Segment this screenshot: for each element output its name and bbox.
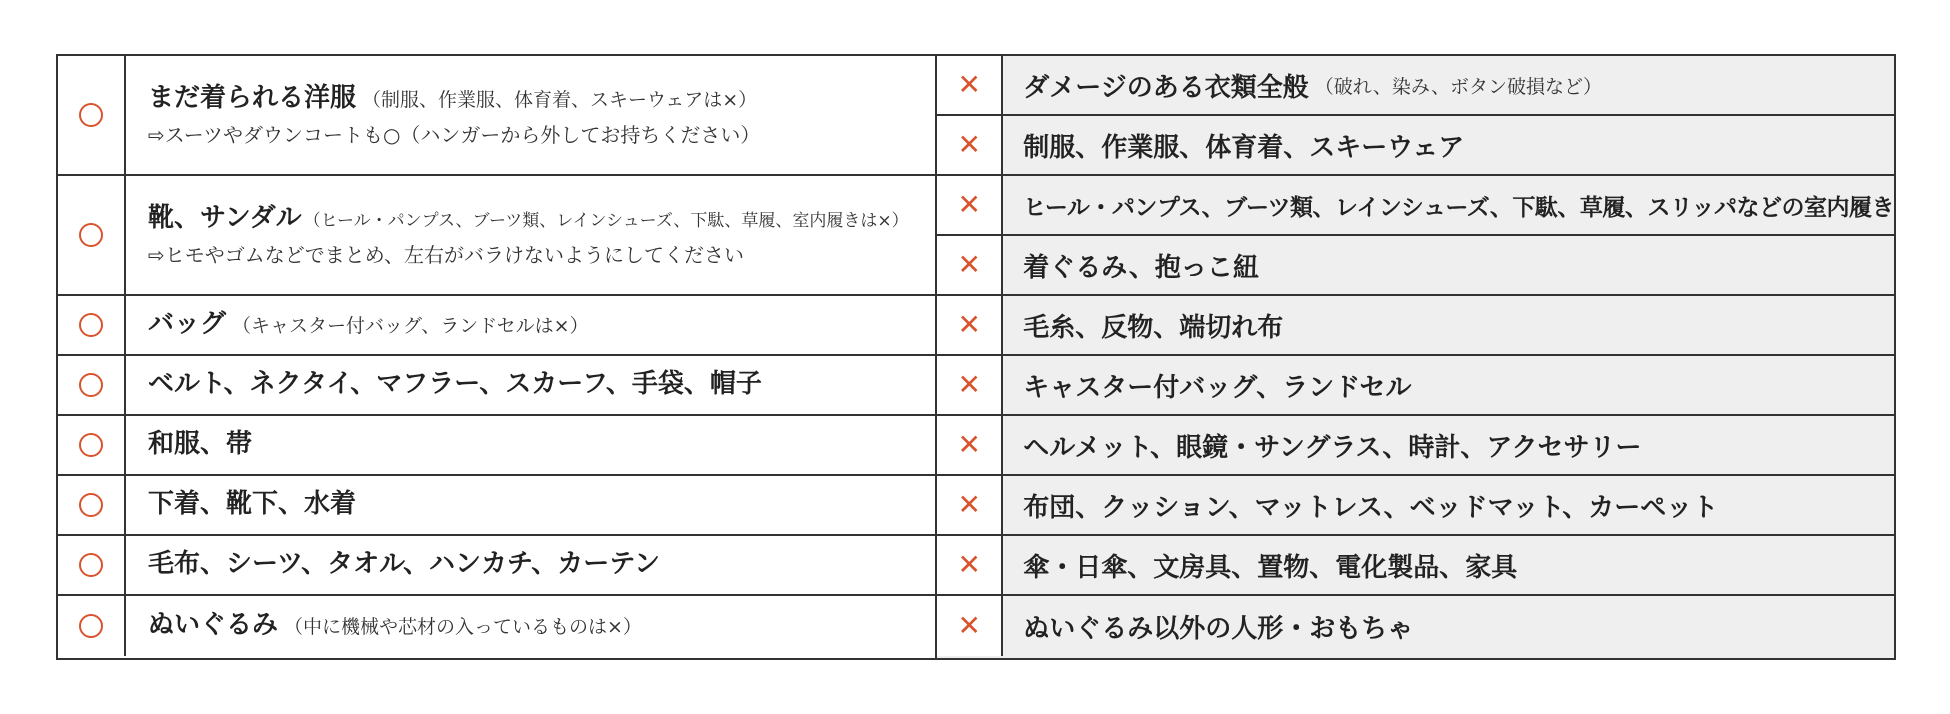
accepted-item-line [148,308,935,342]
accepted-item-main: ベルト、ネクタイ、マフラー、スカーフ、手袋、帽子 [148,369,762,400]
rejected-row [937,536,1894,596]
accepted-item [126,416,935,474]
rejected-row [937,296,1894,356]
rejected-item [1003,116,1894,174]
rejected-item-main: 制服、作業服、体育着、スキーウェア [1023,132,1465,163]
cross-icon: ✕ [957,68,982,101]
rejected-row [937,236,1894,296]
accepted-item-note: （制服、作業服、体育着、スキーウェアは×） [362,89,758,112]
ok-mark-cell [58,596,126,656]
rejected-item-note: （破れ、染み、ボタン破損など） [1314,75,1603,98]
cross-icon: ✕ [957,128,982,161]
circle-icon [79,614,103,638]
accepted-item-line [148,202,935,236]
accepted-item-line [148,609,935,643]
cross-icon: ✕ [957,548,982,581]
rejected-row [937,116,1894,176]
accepted-item-sub: ⇨スーツやダウンコートも○（ハンガーから外してお持ちください） [148,122,761,147]
rejected-row [937,416,1894,476]
cross-icon: ✕ [957,188,982,221]
rejected-item-main: 着ぐるみ、抱っこ紐 [1023,252,1259,283]
rejected-item [1003,596,1894,656]
accepted-row [58,176,935,296]
rejected-item [1003,296,1894,354]
rejected-row [937,596,1894,656]
ok-mark-cell [58,476,126,534]
ng-mark-cell [937,116,1003,174]
cross-icon: ✕ [957,368,982,401]
ok-mark-cell [58,356,126,414]
rejected-item-main: ぬいぐるみ以外の人形・おもちゃ [1023,613,1414,644]
accepted-item-main: まだ着られる洋服 [148,83,357,114]
accepted-item-line [148,82,935,116]
cross-icon: ✕ [957,428,982,461]
circle-icon [79,553,103,577]
cross-icon: ✕ [957,248,982,281]
circle-icon [79,373,103,397]
ng-mark-cell [937,536,1003,594]
accepted-row [58,356,935,416]
ng-mark-cell [937,476,1003,534]
rejected-item [1003,236,1894,294]
rejected-row [937,476,1894,536]
rejected-item [1003,536,1894,594]
accepted-row [58,56,935,176]
accepted-item-main: ぬいぐるみ [148,610,279,641]
circle-icon [79,493,103,517]
accepted-item-main: 靴、サンダル [148,203,302,234]
rejected-item-main: ヒール・パンプス、ブーツ類、レインシューズ、下駄、草履、スリッパなどの室内履き [1023,194,1894,221]
circle-icon [79,103,103,127]
ok-mark-cell [58,176,126,294]
collection-items-table [56,54,1896,660]
ng-mark-cell [937,356,1003,414]
accepted-row [58,476,935,536]
circle-icon [79,313,103,337]
rejected-item [1003,356,1894,414]
ok-mark-cell [58,296,126,354]
accepted-row [58,536,935,596]
circle-icon [79,433,103,457]
accepted-item [126,56,935,174]
rejected-item [1003,176,1894,234]
ng-mark-cell [937,416,1003,474]
accepted-item-note: （中に機械や芯材の入っているものは×） [284,616,642,639]
rejected-item-main: ヘルメット、眼鏡・サングラス、時計、アクセサリー [1023,432,1642,463]
accepted-item-note: （キャスター付バッグ、ランドセルは×） [232,315,589,338]
rejected-item [1003,476,1894,534]
rejected-item-main: 布団、クッション、マットレス、ベッドマット、カーペット [1023,492,1719,523]
rejected-item [1003,56,1894,114]
ng-mark-cell [937,176,1003,234]
ng-mark-cell [937,56,1003,114]
ng-mark-cell [937,296,1003,354]
accepted-items-column [58,56,937,658]
accepted-row [58,296,935,356]
rejected-item-main: ダメージのある衣類全般 [1023,72,1309,103]
ok-mark-cell [58,56,126,174]
rejected-item [1003,416,1894,474]
accepted-item-main: 毛布、シーツ、タオル、ハンカチ、カーテン [148,549,660,580]
ng-mark-cell [937,236,1003,294]
accepted-item [126,536,935,594]
ng-mark-cell [937,596,1003,656]
rejected-item-main: キャスター付バッグ、ランドセル [1023,372,1412,403]
accepted-row [58,596,935,656]
accepted-item-sub: ⇨ヒモやゴムなどでまとめ、左右がバラけないようにしてください [148,242,744,267]
cross-icon: ✕ [957,609,982,642]
accepted-item [126,596,935,656]
rejected-items-column [937,56,1894,658]
cross-icon: ✕ [957,308,982,341]
cross-icon: ✕ [957,488,982,521]
ok-mark-cell [58,536,126,594]
accepted-item-main: 和服、帯 [148,429,253,460]
circle-icon [79,223,103,247]
accepted-item [126,356,935,414]
accepted-item [126,296,935,354]
rejected-item-main: 毛糸、反物、端切れ布 [1023,312,1284,343]
accepted-item-main: 下着、靴下、水着 [148,489,357,520]
ok-mark-cell [58,416,126,474]
accepted-item-main: バッグ [148,309,227,340]
accepted-row [58,416,935,476]
rejected-row [937,176,1894,236]
rejected-row [937,356,1894,416]
accepted-item-note: （ヒール・パンプス、ブーツ類、レインシューズ、下駄、草履、室内履きは×） [303,211,909,232]
rejected-item-main: 傘・日傘、文房具、置物、電化製品、家具 [1023,552,1518,583]
accepted-item [126,176,935,294]
rejected-row [937,56,1894,116]
accepted-item [126,476,935,534]
